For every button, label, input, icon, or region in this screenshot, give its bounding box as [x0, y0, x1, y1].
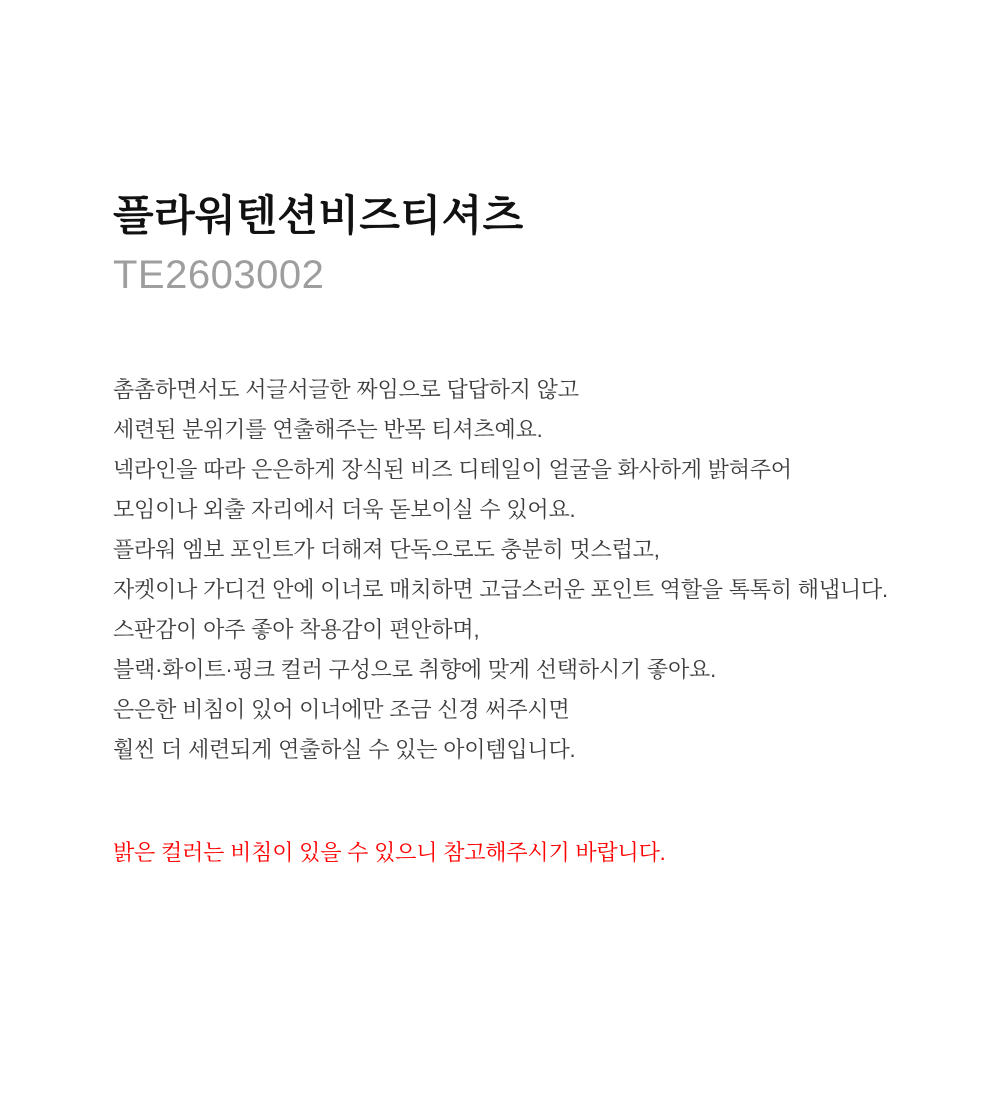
description-line: 넥라인을 따라 은은하게 장식된 비즈 디테일이 얼굴을 화사하게 밝혀주어	[113, 457, 792, 482]
product-code: TE2603002	[113, 253, 325, 297]
description-line: 스판감이 아주 좋아 착용감이 편안하며,	[113, 617, 480, 642]
description-line: 훨씬 더 세련되게 연출하실 수 있는 아이템입니다.	[113, 737, 576, 762]
description-line: 블랙·화이트·핑크 컬러 구성으로 취향에 맞게 선택하시기 좋아요.	[113, 657, 716, 682]
description-line: 플라워 엠보 포인트가 더해져 단독으로도 충분히 멋스럽고,	[113, 537, 660, 562]
description-line: 자켓이나 가디건 안에 이너로 매치하면 고급스러운 포인트 역할을 톡톡히 해냅니다.	[113, 577, 888, 602]
description-line: 촘촘하면서도 서글서글한 짜임으로 답답하지 않고	[113, 377, 579, 402]
description-line: 은은한 비침이 있어 이너에만 조금 신경 써주시면	[113, 697, 570, 722]
product-title: 플라워텐션비즈티셔츠	[113, 192, 524, 239]
description-line: 세련된 분위기를 연출해주는 반목 티셔츠예요.	[113, 417, 543, 442]
product-description	[113, 370, 953, 770]
description-line: 모임이나 외출 자리에서 더욱 돋보이실 수 있어요.	[113, 497, 576, 522]
color-sheerness-notice: 밝은 컬러는 비침이 있을 수 있으니 참고해주시기 바랍니다.	[113, 840, 666, 865]
